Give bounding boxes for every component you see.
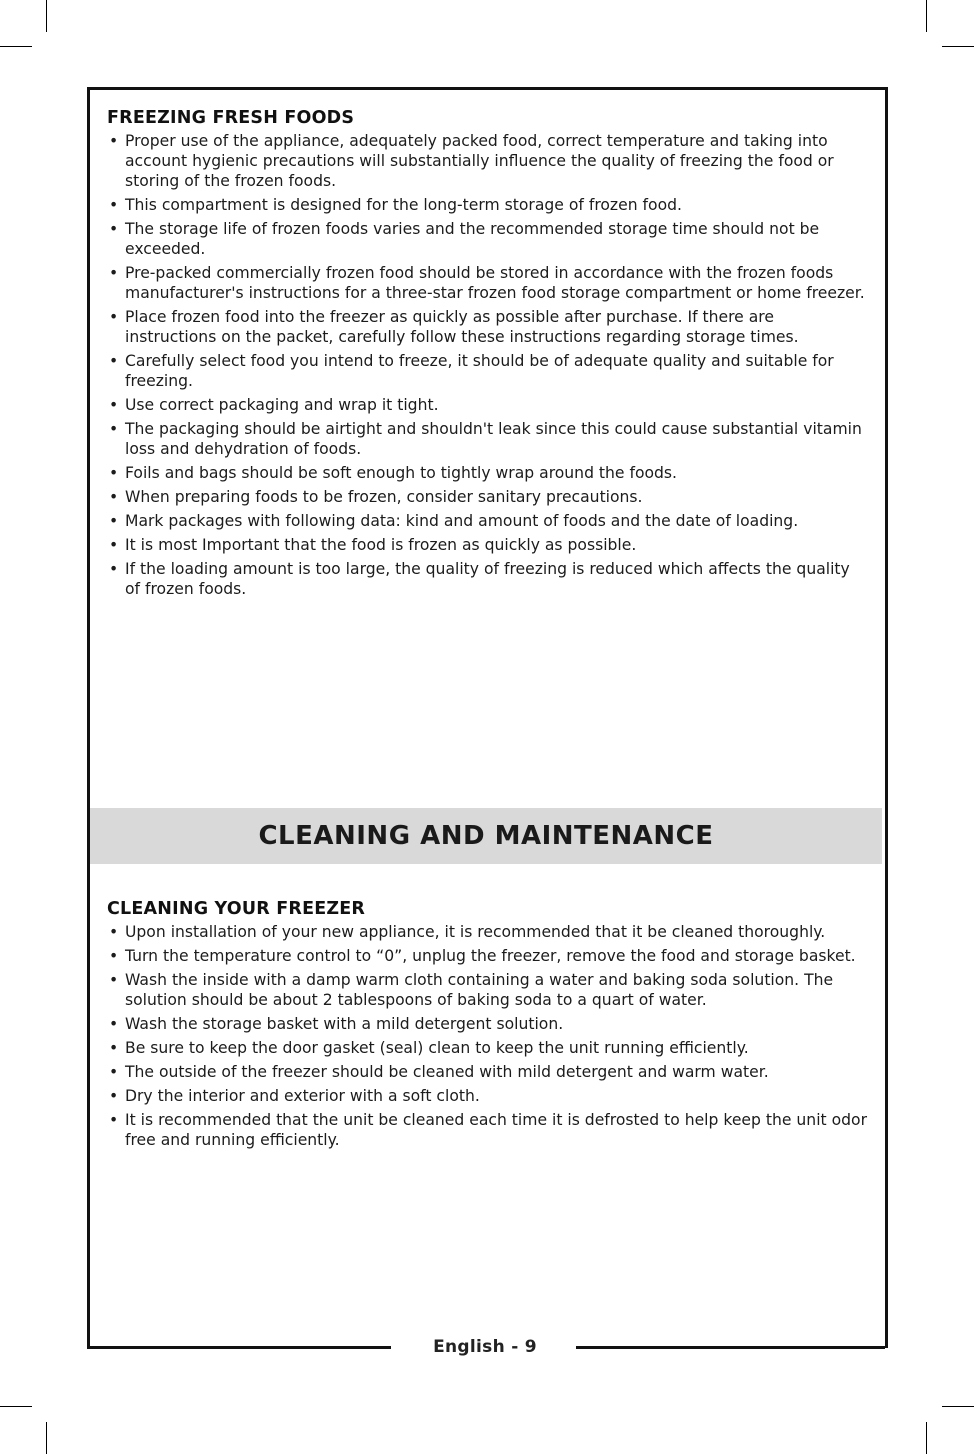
list-item: • Wash the inside with a damp warm cloth containing a water and baking soda solution. The solution should be about 2 tablespoons of baking soda to a quart of water.: [107, 970, 869, 1010]
list-item: • Foils and bags should be soft enough to tightly wrap around the foods.: [107, 463, 869, 483]
list-item: • It is recommended that the unit be cleaned each time it is defrosted to help keep the unit odor free and running efficiently.: [107, 1110, 869, 1150]
list-item: • Pre-packed commercially frozen food should be stored in accordance with the frozen foods manufacturer's instructions for a three-star frozen food storage compartment or home freezer.: [107, 263, 869, 303]
crop-mark-top-left-horizontal: [0, 46, 32, 47]
list-item: • Use correct packaging and wrap it tight.: [107, 395, 869, 415]
list-item: • Carefully select food you intend to freeze, it should be of adequate quality and suitable for freezing.: [107, 351, 869, 391]
crop-mark-top-right-horizontal: [942, 46, 974, 47]
list-item: • The storage life of frozen foods varies and the recommended storage time should not be exceeded.: [107, 219, 869, 259]
crop-mark-bottom-right-vertical: [926, 1422, 927, 1454]
list-item: • It is most Important that the food is frozen as quickly as possible.: [107, 535, 869, 555]
page-number: English - 9: [433, 1337, 537, 1357]
footer-rule-right: [576, 1346, 885, 1349]
crop-mark-top-left-vertical: [46, 0, 47, 32]
cleaning-list: [107, 922, 869, 1150]
crop-mark-bottom-right-horizontal: [942, 1406, 974, 1407]
list-item: • Proper use of the appliance, adequately packed food, correct temperature and taking into account hygienic precautions will substantially influence the quality of freezing the food or storing of the frozen foods.: [107, 131, 869, 191]
cleaning-your-freezer-section: [107, 899, 869, 1154]
cleaning-maintenance-banner: [90, 808, 882, 864]
banner-title: CLEANING AND MAINTENANCE: [258, 821, 714, 851]
list-item: • The outside of the freezer should be cleaned with mild detergent and warm water.: [107, 1062, 869, 1082]
footer-rule-left: [87, 1346, 391, 1349]
freezing-fresh-foods-section: [107, 108, 869, 603]
list-item: • Dry the interior and exterior with a soft cloth.: [107, 1086, 869, 1106]
list-item: • Upon installation of your new appliance, it is recommended that it be cleaned thoroughly.: [107, 922, 869, 942]
freezing-list: [107, 131, 869, 599]
section-heading: CLEANING YOUR FREEZER: [107, 899, 366, 919]
list-item: • Place frozen food into the freezer as quickly as possible after purchase. If there are instructions on the packet, carefully follow these instructions regarding storage times.: [107, 307, 869, 347]
list-item: • This compartment is designed for the long-term storage of frozen food.: [107, 195, 869, 215]
list-item: • Be sure to keep the door gasket (seal) clean to keep the unit running efficiently.: [107, 1038, 869, 1058]
list-item: • Wash the storage basket with a mild detergent solution.: [107, 1014, 869, 1034]
crop-mark-top-right-vertical: [926, 0, 927, 32]
section-heading: FREEZING FRESH FOODS: [107, 108, 355, 128]
list-item: • The packaging should be airtight and shouldn't leak since this could cause substantial vitamin loss and dehydration of foods.: [107, 419, 869, 459]
crop-mark-bottom-left-horizontal: [0, 1406, 32, 1407]
list-item: • Mark packages with following data: kind and amount of foods and the date of loading.: [107, 511, 869, 531]
list-item: • Turn the temperature control to “0”, unplug the freezer, remove the food and storage basket.: [107, 946, 869, 966]
crop-mark-bottom-left-vertical: [46, 1422, 47, 1454]
list-item: • When preparing foods to be frozen, consider sanitary precautions.: [107, 487, 869, 507]
list-item: • If the loading amount is too large, the quality of freezing is reduced which affects the quality of frozen foods.: [107, 559, 869, 599]
